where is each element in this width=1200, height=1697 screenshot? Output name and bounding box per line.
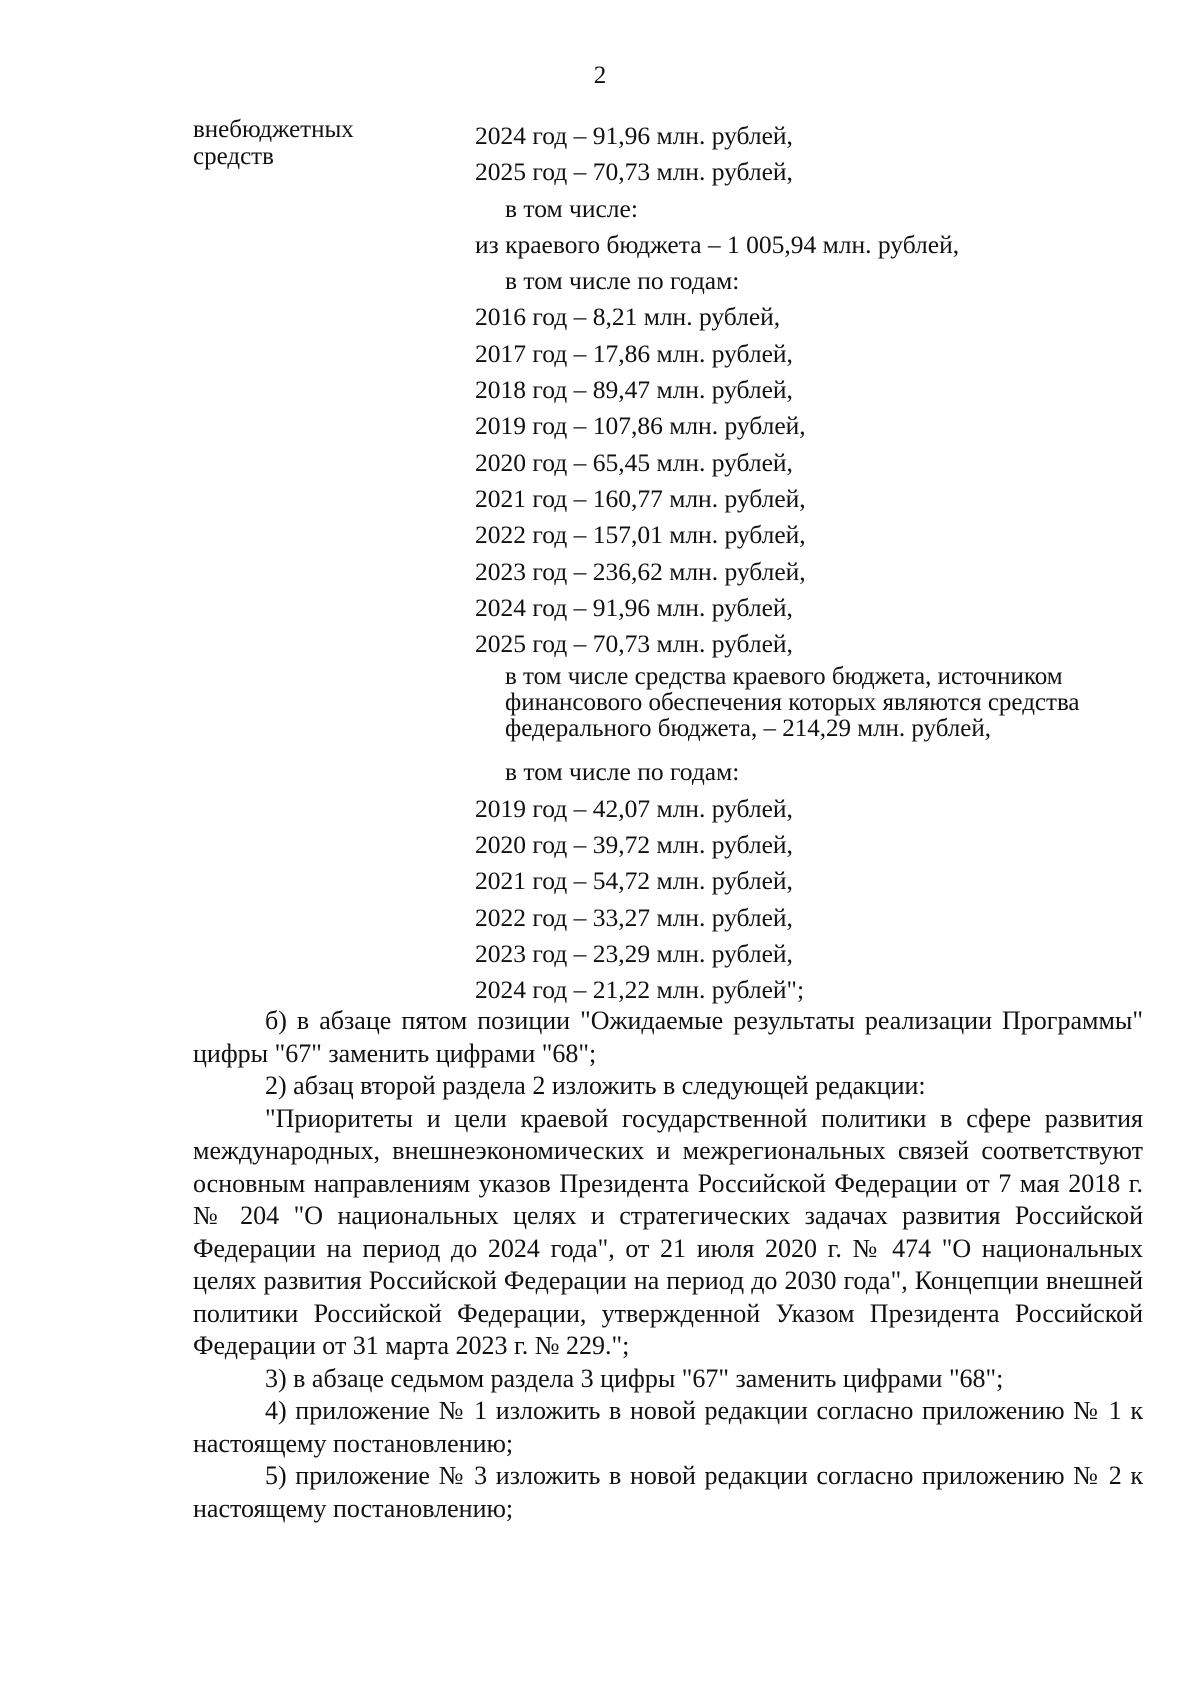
federal-year-line: 2021 год – 54,72 млн. рублей, — [475, 866, 793, 896]
regional-by-years-label: в том числе по годам: — [505, 266, 740, 296]
body-paragraph: 2) абзац второй раздела 2 изложить в следующей редакции: — [265, 1071, 926, 1100]
regional-year-line: 2017 год – 17,86 млн. рублей, — [475, 338, 793, 368]
funding-line: 2025 год – 70,73 млн. рублей, — [475, 157, 793, 187]
funding-line: 2024 год – 91,96 млн. рублей, — [475, 121, 793, 150]
amendments-body — [193, 1005, 1143, 1525]
body-paragraph: 4) приложение № 1 изложить в новой редакции согласно приложению № 1 к настоящему постановлению; — [193, 1396, 1143, 1458]
regional-year-line: 2022 год – 157,01 млн. рублей, — [475, 520, 806, 550]
funding-column — [475, 118, 1155, 1009]
regional-year-line: 2024 год – 91,96 млн. рублей, — [475, 592, 793, 622]
federal-year-line: 2023 год – 23,29 млн. рублей, — [475, 938, 793, 968]
including-label: в том числе: — [505, 193, 638, 223]
body-paragraph: 3) в абзаце седьмом раздела 3 цифры "67" заменить цифрами "68"; — [265, 1363, 1004, 1393]
regional-year-line: 2016 год – 8,21 млн. рублей, — [475, 302, 781, 332]
federal-by-years-label: в том числе по годам: — [505, 757, 740, 787]
page-number: 2 — [593, 62, 607, 89]
federal-year-line: 2019 год – 42,07 млн. рублей, — [475, 793, 793, 823]
left-cell-line: внебюджетных — [193, 116, 354, 143]
table-left-cell — [193, 116, 354, 170]
regional-year-line: 2025 год – 70,73 млн. рублей, — [475, 629, 793, 659]
federal-year-line: 2022 год – 33,27 млн. рублей, — [475, 902, 793, 932]
federal-source-paragraph: в том числе средства краевого бюджета, источником финансового обеспечения которых являются средства федерального бюджета, – 214,29 млн. рублей, — [505, 663, 1080, 743]
regional-year-line: 2020 год – 65,45 млн. рублей, — [475, 447, 793, 477]
body-paragraph: б) в абзаце пятом позиции "Ожидаемые результаты реализации Программы" цифры "67" заменить цифрами "68"; — [193, 1006, 1143, 1068]
regional-year-line: 2021 год – 160,77 млн. рублей, — [475, 483, 806, 513]
regional-year-line: 2023 год – 236,62 млн. рублей, — [475, 556, 806, 586]
body-paragraph: "Приоритеты и цели краевой государственной политики в сфере развития международных, внешнеэкономических и межрегиональных связей соответствуют основным направлениям указов Президента Российской Федерации от 7 мая 2018 г. № 204 "О национальных целях и стратегических задачах развития Российской Федерации на период до 2024 года", от 21 июля 2020 г. № 474 "О национальных целях развития Российской Федерации на период до 2030 года", Концепции внешней политики Российской Федерации, утвержденной Указом Президента Российской Федерации от 31 марта 2023 г. № 229."; — [193, 1103, 1143, 1360]
federal-year-line: 2020 год – 39,72 млн. рублей, — [475, 830, 793, 860]
body-paragraph: 5) приложение № 3 изложить в новой редакции согласно приложению № 2 к настоящему постановлению; — [193, 1461, 1143, 1523]
federal-year-line: 2024 год – 21,22 млн. рублей"; — [475, 975, 805, 1005]
left-cell-line: средств — [193, 143, 274, 170]
regional-year-line: 2019 год – 107,86 млн. рублей, — [475, 411, 806, 441]
regional-year-line: 2018 год – 89,47 млн. рублей, — [475, 375, 793, 405]
regional-total: из краевого бюджета – 1 005,94 млн. рублей, — [475, 229, 960, 259]
